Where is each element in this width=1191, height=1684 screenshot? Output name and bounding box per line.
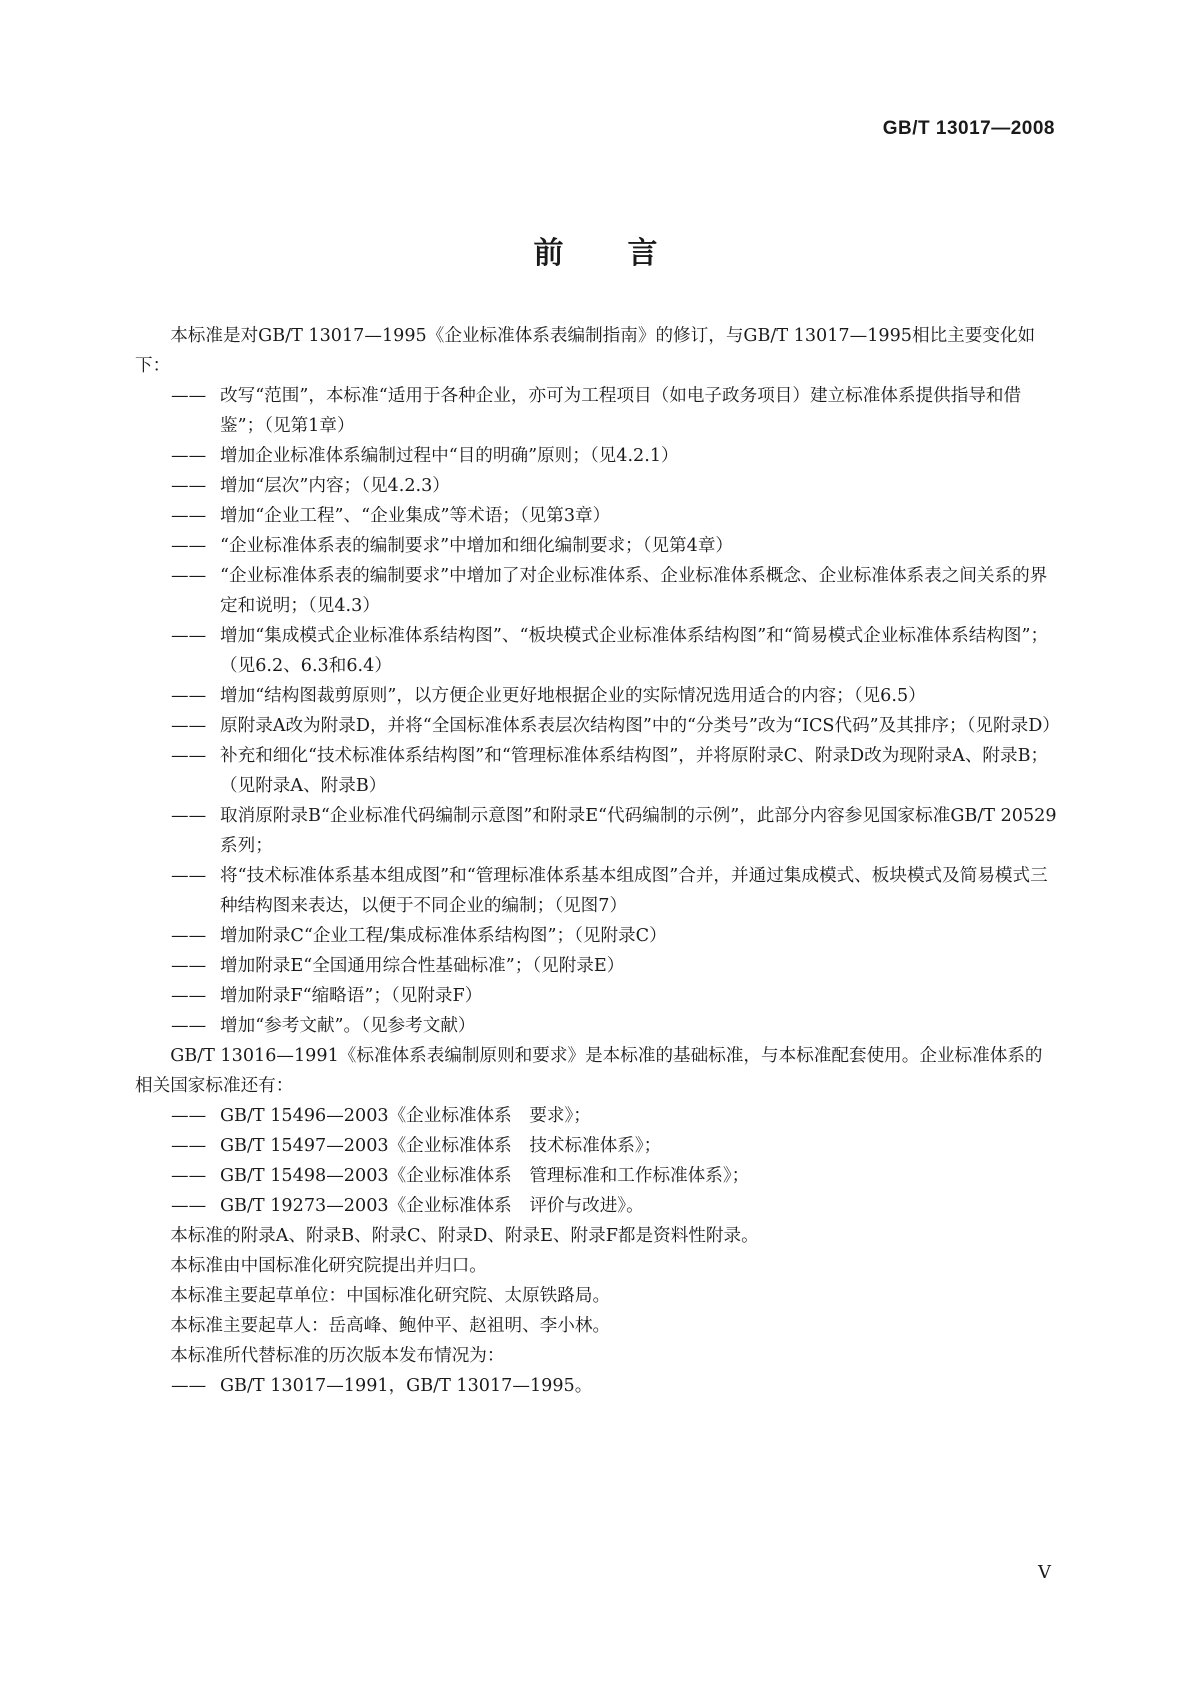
list-item: —— 取消原附录B“企业标准代码编制示意图”和附录E“代码编制的示例”，此部分内容参见国家标准GB/T 20529系列；: [171, 806, 1057, 856]
intro-paragraph: 本标准是对GB/T 13017—1995《企业标准体系表编制指南》的修订，与GB/T 13017—1995相比主要变化如下：: [135, 326, 1036, 376]
history-intro: 本标准所代替标准的历次版本发布情况为：: [170, 1346, 505, 1366]
page-number: Ⅴ: [1038, 1562, 1051, 1583]
list-item: —— GB/T 15497—2003《企业标准体系 技术标准体系》；: [171, 1136, 662, 1156]
related-standards-intro: GB/T 13016—1991《标准体系表编制原则和要求》是本标准的基础标准，与本标准配套使用。企业标准体系的相关国家标准还有：: [135, 1046, 1043, 1096]
list-item: —— GB/T 15496—2003《企业标准体系 要求》；: [171, 1106, 591, 1126]
list-item: —— 原附录A改为附录D，并将“全国标准体系表层次结构图”中的“分类号”改为“ICS代码”及其排序；（见附录D）: [171, 716, 1060, 736]
list-item: —— GB/T 19273—2003《企业标准体系 评价与改进》。: [171, 1196, 644, 1216]
list-item: —— 将“技术标准体系基本组成图”和“管理标准体系基本组成图”合并，并通过集成模式、板块模式及简易模式三种结构图来表达，以便于不同企业的编制；（见图7）: [171, 866, 1048, 916]
title-char-2: 言: [627, 236, 658, 271]
list-item: —— “企业标准体系表的编制要求”中增加和细化编制要求；（见第4章）: [171, 536, 734, 556]
list-item: —— 增加“参考文献”。（见参考文献）: [171, 1016, 476, 1036]
appendix-note: 本标准的附录A、附录B、附录C、附录D、附录E、附录F都是资料性附录。: [170, 1226, 759, 1246]
list-item: —— 增加“企业工程”、“企业集成”等术语；（见第3章）: [171, 506, 611, 526]
list-item: —— 改写“范围”，本标准“适用于各种企业，亦可为工程项目（如电子政务项目）建立标准体系提供指导和借鉴”；（见第1章）: [171, 386, 1022, 436]
list-item: —— 增加附录C“企业工程/集成标准体系结构图”；（见附录C）: [171, 926, 667, 946]
changes-list: [135, 381, 1060, 1041]
foreword-body: [135, 321, 1060, 1401]
proposer-note: 本标准由中国标准化研究院提出并归口。: [170, 1256, 487, 1276]
list-item: —— GB/T 15498—2003《企业标准体系 管理标准和工作标准体系》；: [171, 1166, 750, 1186]
list-item: —— 增加附录F“缩略语”；（见附录F）: [171, 986, 483, 1006]
list-item: —— “企业标准体系表的编制要求”中增加了对企业标准体系、企业标准体系概念、企业标准体系表之间关系的界定和说明；（见4.3）: [171, 566, 1048, 616]
standard-number: GB/T 13017—2008: [882, 118, 1055, 139]
list-item: —— 增加“结构图裁剪原则”，以方便企业更好地根据企业的实际情况选用适合的内容；（见6.5）: [171, 686, 926, 706]
drafters-note: 本标准主要起草人：岳高峰、鲍仲平、赵祖明、李小林。: [170, 1316, 611, 1336]
list-item: —— 增加企业标准体系编制过程中“目的明确”原则；（见4.2.1）: [171, 446, 679, 466]
list-item: —— 增加“层次”内容；（见4.2.3）: [171, 476, 450, 496]
list-item: —— 增加“集成模式企业标准体系结构图”、“板块模式企业标准体系结构图”和“简易模式企业标准体系结构图”；（见6.2、6.3和6.4）: [171, 626, 1049, 676]
related-standards-list: [135, 1101, 1057, 1221]
list-item: —— 增加附录E“全国通用综合性基础标准”；（见附录E）: [171, 956, 625, 976]
page-title: [0, 228, 1191, 272]
drafting-units-note: 本标准主要起草单位：中国标准化研究院、太原铁路局。: [170, 1286, 611, 1306]
history-item: —— GB/T 13017—1991，GB/T 13017—1995。: [171, 1376, 593, 1396]
title-char-1: 前: [533, 236, 564, 271]
list-item: —— 补充和细化“技术标准体系结构图”和“管理标准体系结构图”，并将原附录C、附录D改为现附录A、附录B；（见附录A、附录B）: [171, 746, 1049, 796]
